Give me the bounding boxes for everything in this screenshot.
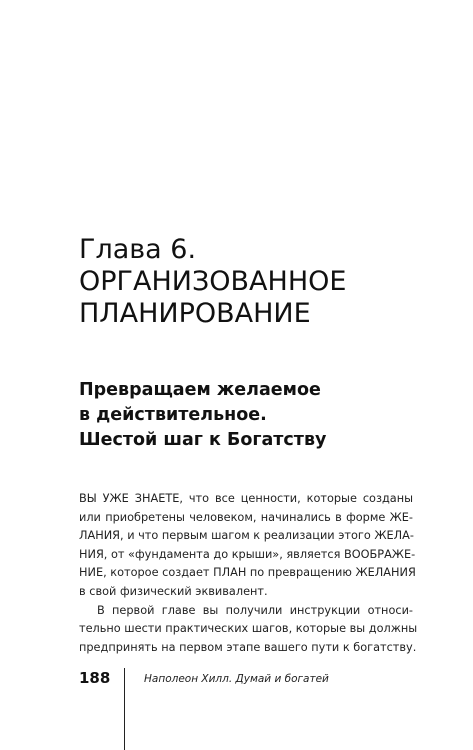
section-title-line-2: в действительное.: [79, 405, 267, 425]
running-head: Наполеон Хилл. Думай и богатей: [144, 673, 329, 685]
chapter-title: [79, 234, 449, 330]
paragraph-line: НИЕ, которое создает ПЛАН по превращению ЖЕЛАНИЯ: [79, 566, 416, 580]
body-text: [79, 490, 418, 657]
paragraph-line: ЛАНИЯ, и что первым шагом к реализации этого ЖЕЛА-: [79, 529, 414, 543]
chapter-name-line-1: ОРГАНИЗОВАННОЕ: [79, 266, 347, 297]
paragraph-line: В первой главе вы получили инструкции относи-: [97, 603, 413, 617]
footer-divider: [124, 668, 125, 750]
paragraph-line: тельно шести практических шагов, которые вы должны: [79, 622, 418, 636]
paragraph-line: в свой физический эквивалент.: [79, 584, 268, 598]
page-footer: [79, 668, 449, 750]
chapter-number: Глава 6.: [79, 234, 197, 265]
paragraph-line: предпринять на первом этапе вашего пути к богатству.: [79, 640, 417, 654]
section-title-line-1: Превращаем желаемое: [79, 380, 321, 400]
section-title: [79, 378, 449, 453]
paragraph-line: ВЫ УЖЕ ЗНАЕТЕ, что все ценности, которые созданы: [79, 492, 413, 505]
paragraph-line: или приобретены человеком, начинались в форме ЖЕ-: [79, 510, 413, 524]
section-title-line-3: Шестой шаг к Богатству: [79, 430, 327, 450]
paragraph-line: НИЯ, от «фундамента до крыши», является ВООБРАЖЕ-: [79, 547, 416, 561]
page-number: 188: [79, 669, 111, 687]
chapter-name-line-2: ПЛАНИРОВАНИЕ: [79, 298, 311, 329]
